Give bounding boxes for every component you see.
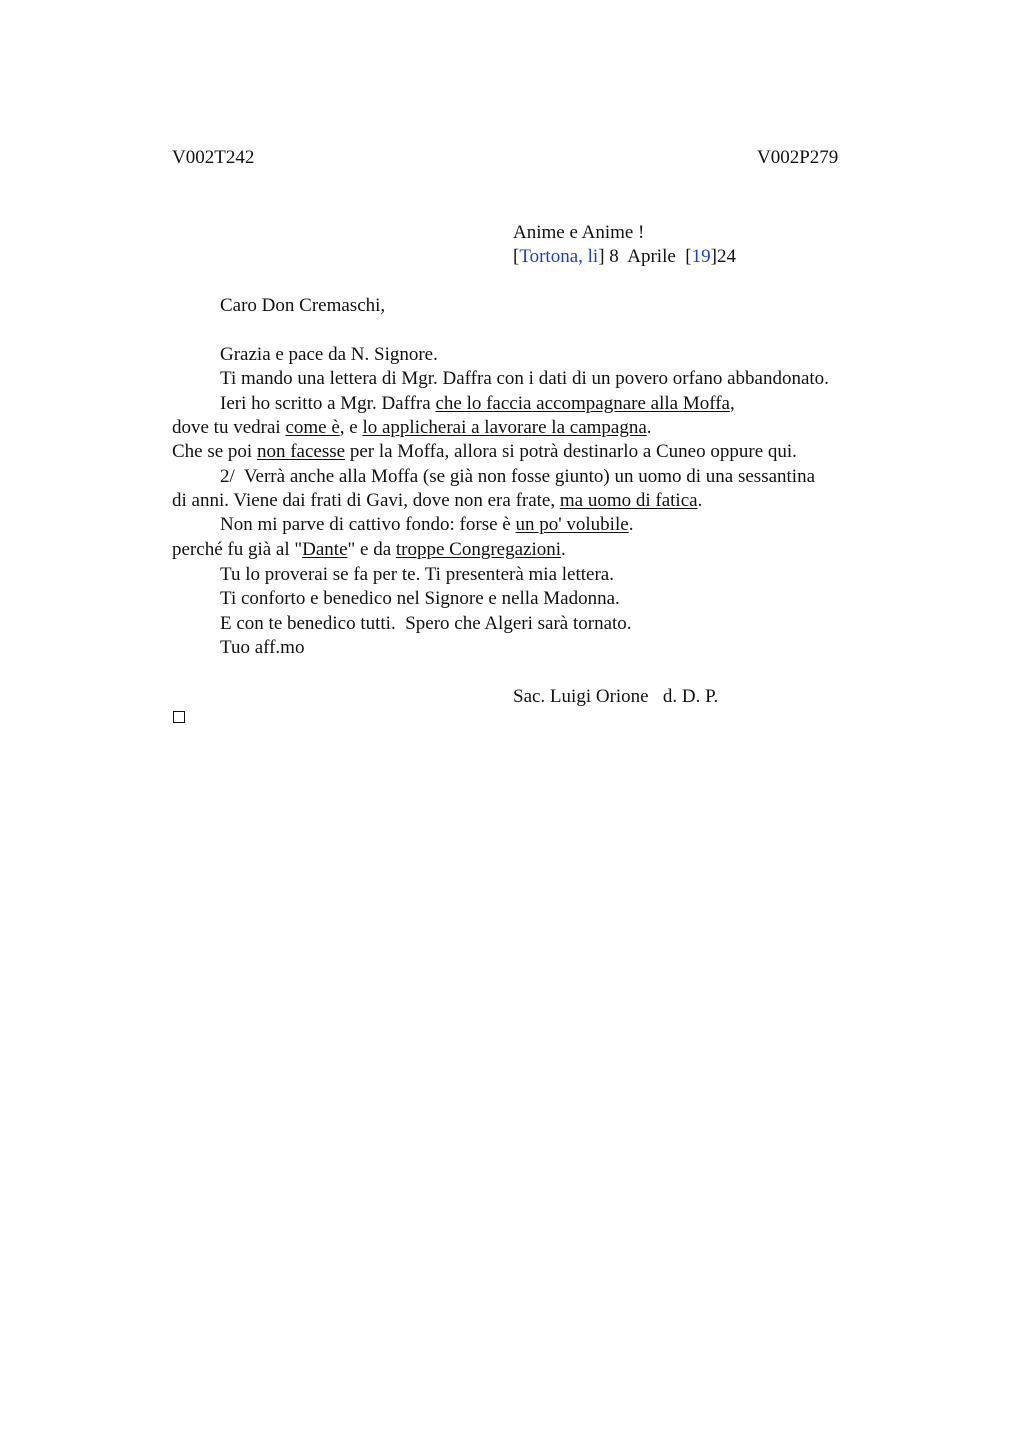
date-century: 19 xyxy=(691,246,711,267)
underlined-text: lo applicherai a lavorare la campagna xyxy=(362,417,647,438)
date-day-month: 8 Aprile xyxy=(604,246,686,267)
underlined-text: troppe Congregazioni xyxy=(395,539,562,560)
body-line-12: E con te benedico tutti. Spero che Algeri sarà tornato. xyxy=(220,613,632,634)
text-segment: di anni. Viene dai frati di Gavi, dove non era frate, xyxy=(172,490,560,511)
text-segment: per la Moffa, allora si potrà destinarlo a Cuneo oppure qui. xyxy=(345,441,797,462)
body-line-9 xyxy=(172,538,566,562)
text-segment: Non mi parve di cattivo fondo: forse è xyxy=(220,514,516,535)
body-line-7 xyxy=(172,489,702,513)
underlined-text: Dante xyxy=(302,539,348,560)
body-line-1: Grazia e pace da N. Signore. xyxy=(220,344,438,365)
text-segment: " e da xyxy=(347,539,396,560)
salutation: Caro Don Cremaschi, xyxy=(220,295,386,316)
underlined-text: non facesse xyxy=(256,441,346,462)
text-segment: . xyxy=(697,490,703,511)
body-line-11: Ti conforto e benedico nel Signore e nella Madonna. xyxy=(220,588,620,609)
end-square-icon xyxy=(173,711,185,723)
date-bracket-open: [ xyxy=(513,246,520,267)
text-segment: Ieri ho scritto a Mgr. Daffra xyxy=(220,393,436,414)
body-line-10: Tu lo proverai se fa per te. Ti presenterà mia lettera. xyxy=(220,564,614,585)
text-segment: . xyxy=(646,417,652,438)
left-code: V002T242 xyxy=(172,147,255,168)
text-segment: Che se poi xyxy=(172,441,257,462)
right-code: V002P279 xyxy=(757,147,839,168)
underlined-text: un po' volubile xyxy=(515,514,629,535)
text-segment: dove tu vedrai xyxy=(172,417,286,438)
underlined-text: come è xyxy=(285,417,340,438)
body-line-6: 2/ Verrà anche alla Moffa (se già non fosse giunto) un uomo di una sessantina xyxy=(220,466,816,487)
underlined-text: ma uomo di fatica xyxy=(559,490,698,511)
text-segment: perché fu già al " xyxy=(172,539,303,560)
body-line-8 xyxy=(220,513,633,537)
signature: Sac. Luigi Orione d. D. P. xyxy=(513,686,719,707)
body-line-4 xyxy=(172,416,652,440)
text-segment: . xyxy=(628,514,634,535)
letter-date xyxy=(513,245,736,269)
date-bracket-close: ] xyxy=(598,246,605,267)
date-bracket-close-2: ] xyxy=(710,246,717,267)
underlined-text: che lo faccia accompagnare alla Moffa xyxy=(435,393,730,414)
date-bracket-open-2: [ xyxy=(685,246,692,267)
body-line-2: Ti mando una lettera di Mgr. Daffra con i dati di un povero orfano abbandonato. xyxy=(220,368,829,389)
body-line-3 xyxy=(220,392,735,416)
text-segment: . xyxy=(561,539,566,560)
text-segment: , xyxy=(729,393,735,414)
text-segment: , e xyxy=(339,417,363,438)
letter-title: Anime e Anime ! xyxy=(513,222,645,243)
date-place: Tortona, li xyxy=(519,246,599,267)
date-year: 24 xyxy=(716,246,736,267)
body-line-5 xyxy=(172,440,797,464)
body-line-13: Tuo aff.mo xyxy=(220,637,305,658)
